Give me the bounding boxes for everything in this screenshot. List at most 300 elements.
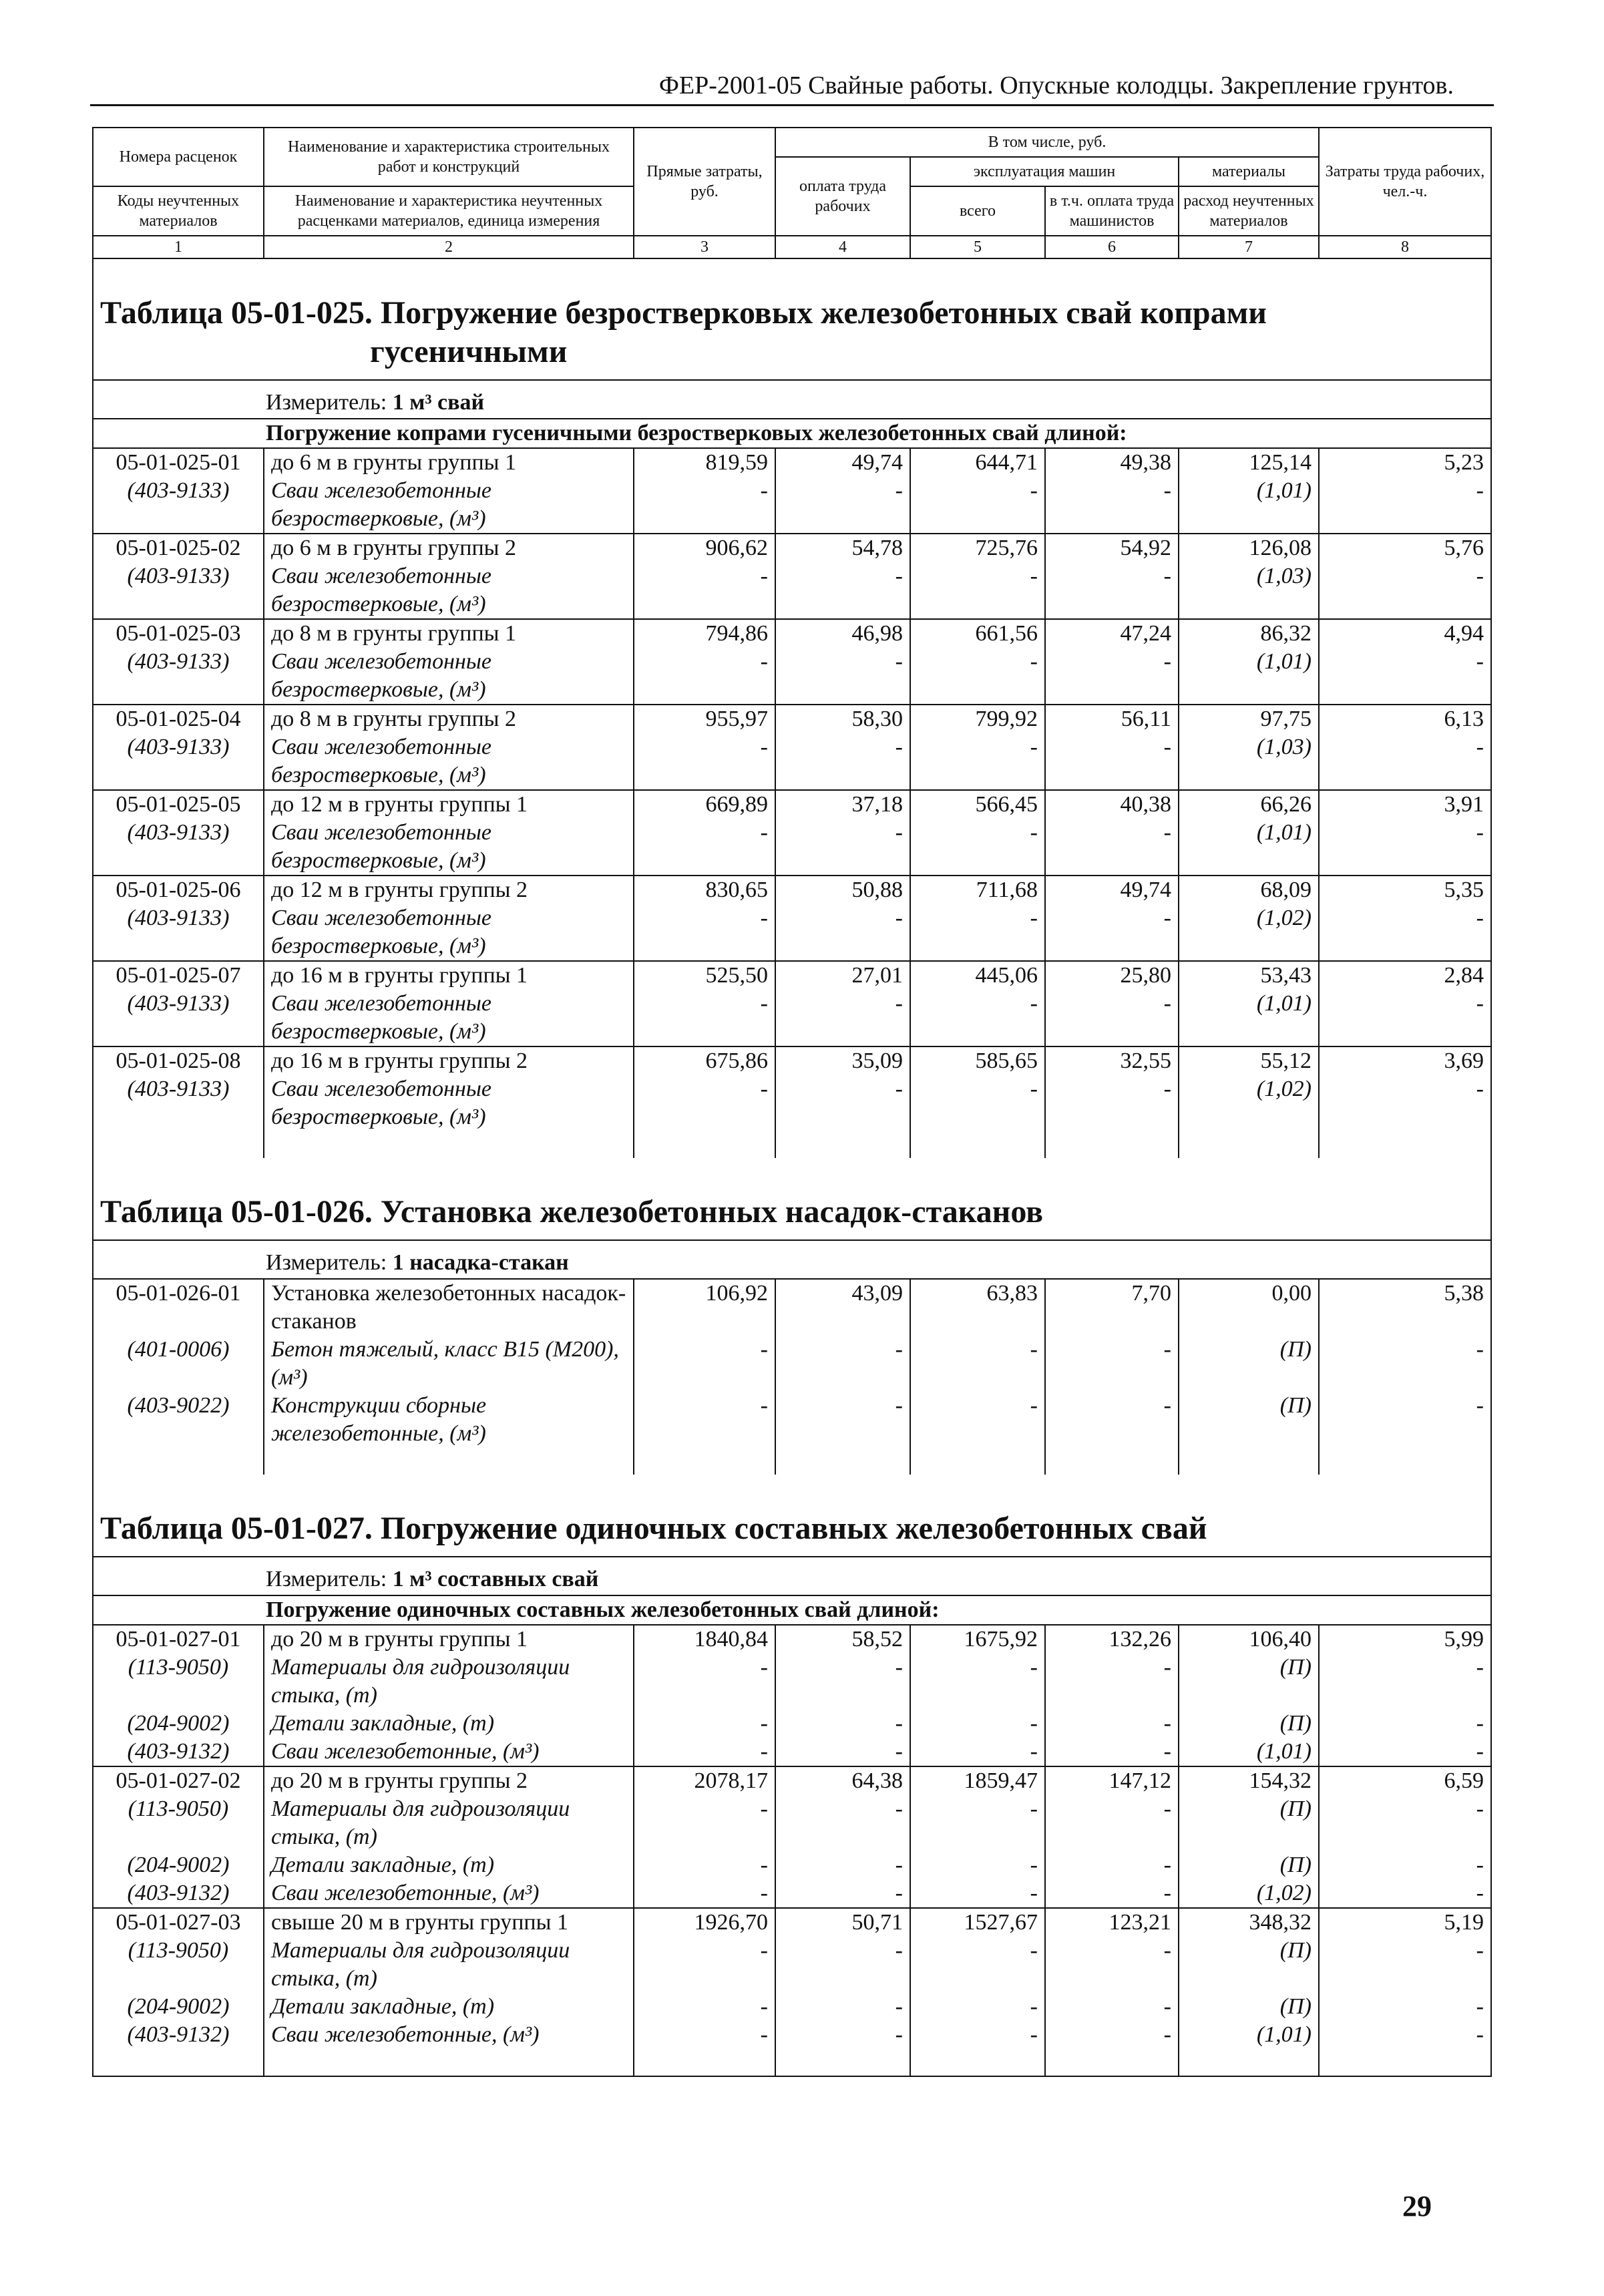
rate-c7: 126,08 <box>1179 534 1319 562</box>
material-c7: (П) <box>1179 1710 1319 1738</box>
material-c5: - <box>910 2021 1045 2049</box>
material-code: (403-9022) <box>93 1392 264 1448</box>
material-c5: - <box>910 904 1045 961</box>
material-code: (113-9050) <box>93 1654 264 1710</box>
material-c4: - <box>775 1879 910 1908</box>
rate-c8: 5,76 <box>1319 534 1491 562</box>
gap-cell <box>910 1448 1045 1475</box>
rate-c8: 3,69 <box>1319 1046 1491 1075</box>
material-c6: - <box>1045 733 1179 790</box>
rate-row <box>93 534 1491 562</box>
gap-cell <box>910 1131 1045 1158</box>
material-c3: - <box>634 1738 775 1766</box>
rate-code: 05-01-027-02 <box>93 1766 264 1795</box>
rate-row <box>93 619 1491 648</box>
material-name: Конструкции сборные железобетонные, (м³) <box>264 1392 634 1448</box>
material-code: (403-9133) <box>93 562 264 619</box>
rate-name: Установка железобетонных насадок-стаканов <box>264 1279 634 1336</box>
rate-code: 05-01-025-05 <box>93 790 264 819</box>
rate-c5: 644,71 <box>910 448 1045 477</box>
rate-c6: 47,24 <box>1045 619 1179 648</box>
measure-row <box>93 380 1491 419</box>
material-c7: (1,02) <box>1179 904 1319 961</box>
table-title <box>93 258 1491 380</box>
material-name: Сваи железобетонные безростверковые, (м³) <box>264 904 634 961</box>
rate-c5: 725,76 <box>910 534 1045 562</box>
rate-row <box>93 790 1491 819</box>
rate-c7: 106,40 <box>1179 1625 1319 1654</box>
rate-code: 05-01-025-02 <box>93 534 264 562</box>
material-c6: - <box>1045 904 1179 961</box>
material-name: Сваи железобетонные безростверковые, (м³) <box>264 1075 634 1131</box>
rate-c4: 35,09 <box>775 1046 910 1075</box>
rate-c4: 50,71 <box>775 1908 910 1937</box>
material-code: (403-9133) <box>93 648 264 705</box>
material-c4: - <box>775 1336 910 1392</box>
rate-c6: 25,80 <box>1045 961 1179 990</box>
table-title <box>93 1475 1491 1557</box>
column-numbers-row <box>93 236 1491 258</box>
rate-c6: 132,26 <box>1045 1625 1179 1654</box>
material-code: (403-9132) <box>93 1879 264 1908</box>
material-c8: - <box>1319 904 1491 961</box>
rate-c7: 66,26 <box>1179 790 1319 819</box>
gap-cell <box>93 1448 264 1475</box>
rate-c5: 1527,67 <box>910 1908 1045 1937</box>
table-gap <box>93 2049 1491 2076</box>
material-c7: (1,03) <box>1179 733 1319 790</box>
rate-c3: 955,97 <box>634 705 775 733</box>
rate-row <box>93 876 1491 904</box>
material-c5: - <box>910 477 1045 534</box>
rate-name: до 16 м в грунты группы 1 <box>264 961 634 990</box>
material-c4: - <box>775 1738 910 1766</box>
rate-c8: 5,19 <box>1319 1908 1491 1937</box>
rate-c3: 106,92 <box>634 1279 775 1336</box>
material-c6: - <box>1045 1993 1179 2021</box>
material-code: (403-9133) <box>93 733 264 790</box>
gap-cell <box>264 1131 634 1158</box>
material-code: (403-9132) <box>93 2021 264 2049</box>
material-c4: - <box>775 1392 910 1448</box>
material-c8: - <box>1319 733 1491 790</box>
material-name: Детали закладные, (т) <box>264 1993 634 2021</box>
material-c3: - <box>634 1937 775 1993</box>
rate-c8: 2,84 <box>1319 961 1491 990</box>
col-number: 7 <box>1179 236 1319 258</box>
material-c5: - <box>910 1392 1045 1448</box>
gap-cell <box>1319 2049 1491 2076</box>
gap-cell <box>93 1131 264 1158</box>
material-code: (403-9133) <box>93 904 264 961</box>
material-row <box>93 1075 1491 1131</box>
material-row <box>93 904 1491 961</box>
table-title-row <box>93 1475 1491 1557</box>
material-c3: - <box>634 1993 775 2021</box>
material-c5: - <box>910 1075 1045 1131</box>
col-number: 5 <box>910 236 1045 258</box>
gap-cell <box>264 2049 634 2076</box>
material-c3: - <box>634 1392 775 1448</box>
gap-cell <box>775 2049 910 2076</box>
material-row <box>93 1392 1491 1448</box>
rate-c6: 32,55 <box>1045 1046 1179 1075</box>
gap-cell <box>1045 1131 1179 1158</box>
material-c6: - <box>1045 648 1179 705</box>
gap-cell <box>775 1131 910 1158</box>
material-row <box>93 1795 1491 1851</box>
material-c5: - <box>910 1738 1045 1766</box>
gap-cell <box>634 2049 775 2076</box>
material-c6: - <box>1045 1075 1179 1131</box>
material-name: Сваи железобетонные безростверковые, (м³) <box>264 819 634 876</box>
table-gap <box>93 1131 1491 1158</box>
gap-cell <box>634 1448 775 1475</box>
material-c5: - <box>910 1937 1045 1993</box>
rate-c8: 6,13 <box>1319 705 1491 733</box>
rate-c8: 6,59 <box>1319 1766 1491 1795</box>
material-c8: - <box>1319 1710 1491 1738</box>
material-row <box>93 990 1491 1046</box>
material-c6: - <box>1045 1392 1179 1448</box>
gap-cell <box>634 1131 775 1158</box>
material-c8: - <box>1319 2021 1491 2049</box>
material-code: (403-9133) <box>93 1075 264 1131</box>
material-row <box>93 1993 1491 2021</box>
rate-c4: 64,38 <box>775 1766 910 1795</box>
col-number: 1 <box>93 236 264 258</box>
machines-header: эксплуатация машин <box>910 157 1179 186</box>
material-c6: - <box>1045 1937 1179 1993</box>
material-c6: - <box>1045 2021 1179 2049</box>
material-c7: (П) <box>1179 1654 1319 1710</box>
col5-header: всего <box>910 186 1045 236</box>
material-c8: - <box>1319 819 1491 876</box>
material-code: (403-9133) <box>93 477 264 534</box>
material-name: Сваи железобетонные безростверковые, (м³) <box>264 477 634 534</box>
rate-code: 05-01-027-03 <box>93 1908 264 1937</box>
material-c5: - <box>910 1993 1045 2021</box>
material-c5: - <box>910 1710 1045 1738</box>
material-c8: - <box>1319 1795 1491 1851</box>
material-c4: - <box>775 1654 910 1710</box>
material-c7: (П) <box>1179 1336 1319 1392</box>
material-c4: - <box>775 904 910 961</box>
col-number: 3 <box>634 236 775 258</box>
rate-c8: 5,35 <box>1319 876 1491 904</box>
material-code: (403-9133) <box>93 819 264 876</box>
table-title-line: Таблица 05-01-027. Погружение одиночных составных железобетонных свай <box>100 1511 1207 1546</box>
material-name: Материалы для гидроизоляции стыка, (т) <box>264 1937 634 1993</box>
rate-row <box>93 1046 1491 1075</box>
rate-c8: 5,23 <box>1319 448 1491 477</box>
material-name: Сваи железобетонные безростверковые, (м³) <box>264 733 634 790</box>
col1-header-top: Номера расценок <box>93 128 264 186</box>
rate-c6: 147,12 <box>1045 1766 1179 1795</box>
material-name: Детали закладные, (т) <box>264 1851 634 1879</box>
rate-c7: 68,09 <box>1179 876 1319 904</box>
material-c4: - <box>775 2021 910 2049</box>
rate-name: до 6 м в грунты группы 2 <box>264 534 634 562</box>
material-c8: - <box>1319 1738 1491 1766</box>
material-c3: - <box>634 562 775 619</box>
table-title-row <box>93 258 1491 380</box>
material-row <box>93 562 1491 619</box>
material-code: (204-9002) <box>93 1710 264 1738</box>
rate-c5: 585,65 <box>910 1046 1045 1075</box>
material-c7: (1,03) <box>1179 562 1319 619</box>
material-c8: - <box>1319 1851 1491 1879</box>
material-c3: - <box>634 1075 775 1131</box>
material-c3: - <box>634 477 775 534</box>
rate-c7: 154,32 <box>1179 1766 1319 1795</box>
material-c7: (П) <box>1179 1392 1319 1448</box>
col8-header: Затраты труда рабочих, чел.-ч. <box>1319 128 1491 236</box>
table-title-row <box>93 1158 1491 1240</box>
material-c6: - <box>1045 990 1179 1046</box>
rate-name: до 20 м в грунты группы 2 <box>264 1766 634 1795</box>
rate-c6: 49,38 <box>1045 448 1179 477</box>
col-number: 6 <box>1045 236 1179 258</box>
rate-sheet <box>92 127 1490 2077</box>
material-c3: - <box>634 904 775 961</box>
measure-prefix: Измеритель: <box>266 1567 393 1591</box>
rate-name: до 6 м в грунты группы 1 <box>264 448 634 477</box>
rate-c6: 40,38 <box>1045 790 1179 819</box>
material-code: (403-9133) <box>93 990 264 1046</box>
material-row <box>93 1654 1491 1710</box>
material-c5: - <box>910 990 1045 1046</box>
page-number: 29 <box>1402 2190 1432 2223</box>
subheader-row <box>93 1595 1491 1625</box>
material-c4: - <box>775 733 910 790</box>
col1-header-bottom: Коды неучтенных материалов <box>93 186 264 236</box>
material-c4: - <box>775 648 910 705</box>
rates-table <box>92 127 1492 2077</box>
rate-code: 05-01-025-03 <box>93 619 264 648</box>
material-c7: (1,02) <box>1179 1075 1319 1131</box>
table-title-line: Таблица 05-01-025. Погружение безростверковых железобетонных свай копрами <box>100 295 1267 331</box>
material-c4: - <box>775 1795 910 1851</box>
material-c3: - <box>634 733 775 790</box>
rate-c8: 5,99 <box>1319 1625 1491 1654</box>
material-c7: (1,01) <box>1179 2021 1319 2049</box>
measure-prefix: Измеритель: <box>266 390 393 415</box>
rate-code: 05-01-025-08 <box>93 1046 264 1075</box>
rate-code: 05-01-025-01 <box>93 448 264 477</box>
column-header-row-1 <box>93 128 1491 157</box>
gap-cell <box>1319 1131 1491 1158</box>
material-c5: - <box>910 1795 1045 1851</box>
material-c5: - <box>910 733 1045 790</box>
measure-value: 1 м³ составных свай <box>392 1567 599 1591</box>
rate-c3: 1840,84 <box>634 1625 775 1654</box>
rate-row <box>93 961 1491 990</box>
material-code: (113-9050) <box>93 1795 264 1851</box>
material-code: (204-9002) <box>93 1851 264 1879</box>
col4-header: оплата труда рабочих <box>775 157 910 236</box>
table-title <box>93 1158 1491 1240</box>
rate-c7: 86,32 <box>1179 619 1319 648</box>
material-c8: - <box>1319 1879 1491 1908</box>
rate-c5: 711,68 <box>910 876 1045 904</box>
rate-name: свыше 20 м в грунты группы 1 <box>264 1908 634 1937</box>
measure-row <box>93 1557 1491 1595</box>
rate-row <box>93 448 1491 477</box>
material-c7: (П) <box>1179 1993 1319 2021</box>
material-c5: - <box>910 562 1045 619</box>
rate-name: до 8 м в грунты группы 1 <box>264 619 634 648</box>
measure-unit <box>93 1557 1491 1595</box>
material-c6: - <box>1045 477 1179 534</box>
rate-c4: 37,18 <box>775 790 910 819</box>
material-c8: - <box>1319 1993 1491 2021</box>
material-c3: - <box>634 1336 775 1392</box>
material-c7: (1,01) <box>1179 819 1319 876</box>
material-c4: - <box>775 1710 910 1738</box>
table-subheader: Погружение одиночных составных железобетонных свай длиной: <box>93 1595 1491 1625</box>
gap-cell <box>775 1448 910 1475</box>
rate-c7: 125,14 <box>1179 448 1319 477</box>
material-name: Сваи железобетонные, (м³) <box>264 1738 634 1766</box>
material-name: Материалы для гидроизоляции стыка, (т) <box>264 1654 634 1710</box>
rate-c3: 525,50 <box>634 961 775 990</box>
material-c4: - <box>775 819 910 876</box>
material-c5: - <box>910 648 1045 705</box>
material-name: Детали закладные, (т) <box>264 1710 634 1738</box>
gap-cell <box>264 1448 634 1475</box>
rate-row <box>93 1766 1491 1795</box>
rate-c8: 3,91 <box>1319 790 1491 819</box>
rate-c4: 43,09 <box>775 1279 910 1336</box>
running-title: ФЕР-2001-05 Свайные работы. Опускные колодцы. Закрепление грунтов. <box>658 71 1454 100</box>
gap-cell <box>1179 2049 1319 2076</box>
rate-c5: 1675,92 <box>910 1625 1045 1654</box>
gap-cell <box>910 2049 1045 2076</box>
material-name: Сваи железобетонные, (м³) <box>264 2021 634 2049</box>
material-c5: - <box>910 1851 1045 1879</box>
rate-c3: 675,86 <box>634 1046 775 1075</box>
col-number: 2 <box>264 236 634 258</box>
material-c3: - <box>634 990 775 1046</box>
material-row <box>93 819 1491 876</box>
measure-prefix: Измеритель: <box>266 1250 393 1275</box>
material-name: Сваи железобетонные безростверковые, (м³) <box>264 990 634 1046</box>
rate-c3: 669,89 <box>634 790 775 819</box>
rate-c5: 1859,47 <box>910 1766 1045 1795</box>
material-code: (403-9132) <box>93 1738 264 1766</box>
table-title-line: Таблица 05-01-026. Установка железобетонных насадок-стаканов <box>100 1194 1044 1229</box>
material-row <box>93 1879 1491 1908</box>
rate-c3: 2078,17 <box>634 1766 775 1795</box>
rate-code: 05-01-025-06 <box>93 876 264 904</box>
material-c3: - <box>634 1654 775 1710</box>
rate-c4: 54,78 <box>775 534 910 562</box>
gap-cell <box>93 2049 264 2076</box>
material-c3: - <box>634 2021 775 2049</box>
gap-cell <box>1045 1448 1179 1475</box>
col6-header: в т.ч. оплата труда машинистов <box>1045 186 1179 236</box>
material-row <box>93 1710 1491 1738</box>
measure-unit <box>93 1240 1491 1279</box>
rate-name: до 12 м в грунты группы 1 <box>264 790 634 819</box>
gap-cell <box>1045 2049 1179 2076</box>
running-header <box>90 67 1494 106</box>
rate-c3: 794,86 <box>634 619 775 648</box>
rate-c5: 799,92 <box>910 705 1045 733</box>
rate-code: 05-01-026-01 <box>93 1279 264 1336</box>
rate-c4: 58,30 <box>775 705 910 733</box>
material-c6: - <box>1045 1336 1179 1392</box>
material-row <box>93 1851 1491 1879</box>
rates-table-body <box>93 128 1491 2076</box>
gap-cell <box>1179 1448 1319 1475</box>
material-name: Материалы для гидроизоляции стыка, (т) <box>264 1795 634 1851</box>
material-name: Сваи железобетонные, (м³) <box>264 1879 634 1908</box>
rate-code: 05-01-025-04 <box>93 705 264 733</box>
rate-row <box>93 1908 1491 1937</box>
col-number: 8 <box>1319 236 1491 258</box>
material-c6: - <box>1045 1851 1179 1879</box>
material-c4: - <box>775 1075 910 1131</box>
material-name: Сваи железобетонные безростверковые, (м³) <box>264 562 634 619</box>
gap-cell <box>1319 1448 1491 1475</box>
rate-c6: 7,70 <box>1045 1279 1179 1336</box>
material-c4: - <box>775 477 910 534</box>
material-row <box>93 477 1491 534</box>
material-c6: - <box>1045 819 1179 876</box>
material-c7: (1,01) <box>1179 1738 1319 1766</box>
rate-c4: 49,74 <box>775 448 910 477</box>
rate-c4: 50,88 <box>775 876 910 904</box>
rate-c7: 55,12 <box>1179 1046 1319 1075</box>
material-c6: - <box>1045 1795 1179 1851</box>
rate-c7: 348,32 <box>1179 1908 1319 1937</box>
rate-row <box>93 1279 1491 1336</box>
material-c8: - <box>1319 990 1491 1046</box>
rate-row <box>93 1625 1491 1654</box>
material-c8: - <box>1319 1392 1491 1448</box>
col2-header-bottom: Наименование и характеристика неучтенных расценками материалов, единица измерения <box>264 186 634 236</box>
rate-c7: 97,75 <box>1179 705 1319 733</box>
material-code: (401-0006) <box>93 1336 264 1392</box>
material-c8: - <box>1319 648 1491 705</box>
gap-cell <box>1179 1131 1319 1158</box>
material-c4: - <box>775 990 910 1046</box>
material-code: (204-9002) <box>93 1993 264 2021</box>
materials-header: материалы <box>1179 157 1319 186</box>
col3-header: Прямые затраты, руб. <box>634 128 775 236</box>
rate-c8: 5,38 <box>1319 1279 1491 1336</box>
material-c8: - <box>1319 1075 1491 1131</box>
rate-c6: 54,92 <box>1045 534 1179 562</box>
material-c6: - <box>1045 1738 1179 1766</box>
material-c7: (1,01) <box>1179 648 1319 705</box>
table-gap <box>93 1448 1491 1475</box>
rate-c4: 46,98 <box>775 619 910 648</box>
rate-c6: 49,74 <box>1045 876 1179 904</box>
rate-code: 05-01-025-07 <box>93 961 264 990</box>
subheader-row <box>93 419 1491 448</box>
material-name: Бетон тяжелый, класс В15 (М200), (м³) <box>264 1336 634 1392</box>
rate-c4: 58,52 <box>775 1625 910 1654</box>
material-c5: - <box>910 819 1045 876</box>
material-c8: - <box>1319 1654 1491 1710</box>
rate-c7: 0,00 <box>1179 1279 1319 1336</box>
rate-name: до 12 м в грунты группы 2 <box>264 876 634 904</box>
rate-name: до 8 м в грунты группы 2 <box>264 705 634 733</box>
material-c7: (П) <box>1179 1937 1319 1993</box>
